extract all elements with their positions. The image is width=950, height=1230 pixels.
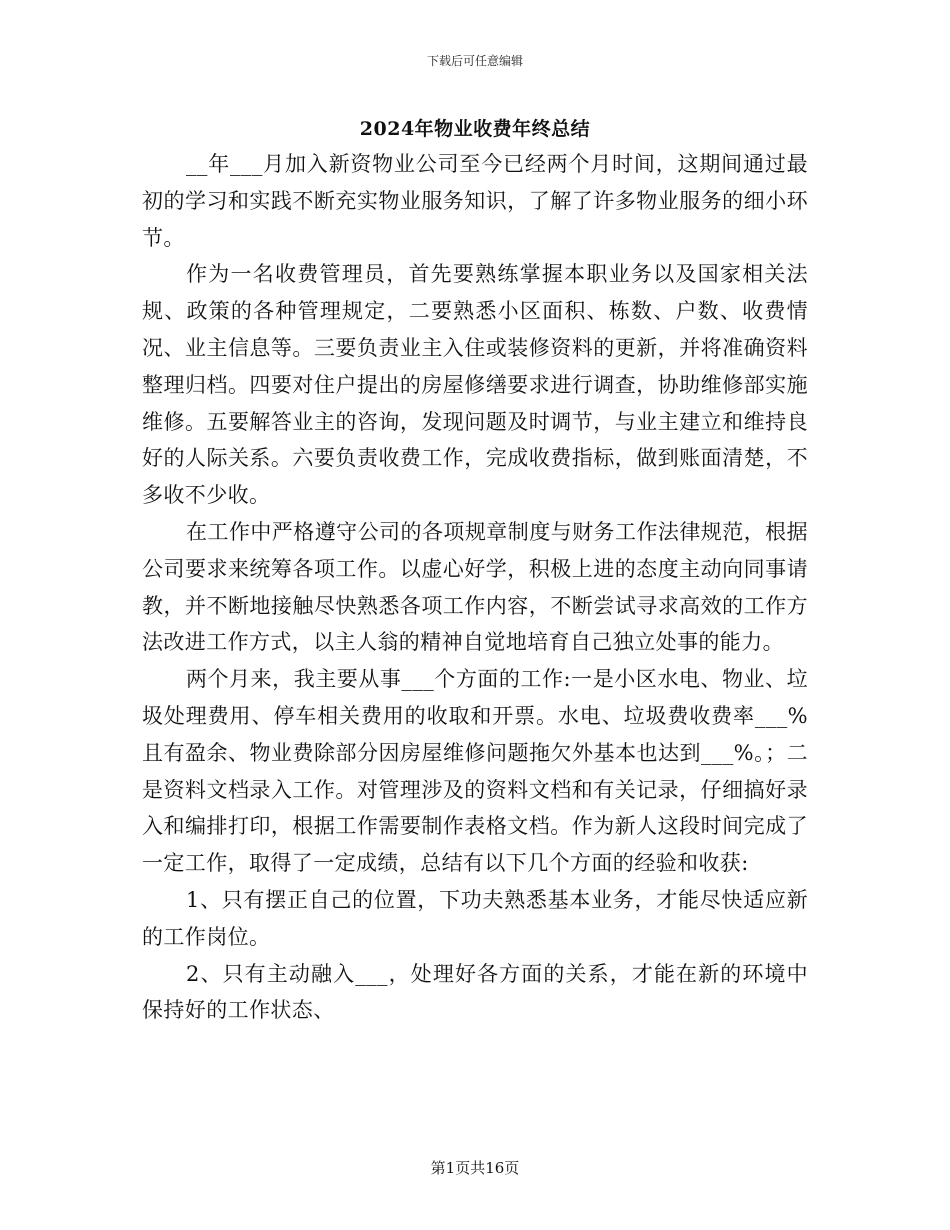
paragraph-duties: 作为一名收费管理员，首先要熟练掌握本职业务以及国家相关法规、政策的各种管理规定，二要熟悉小区面积、栋数、户数、收费情况、业主信息等。三要负责业主入住或装修资料的更新，并将准确资料整理归档。四要对住户提出的房屋修缮要求进行调查，协助维修部实施维修。五要解答业主的咨询，发现问题及时调节，与业主建立和维持良好的人际关系。六要负责收费工作，完成收费指标，做到账面清楚，不多收不少收。 [142,262,808,508]
page-header-note: 下载后可任意编辑 [426,54,523,68]
document-title: 2024年物业收费年终总结 [359,118,591,140]
paragraph-lesson-1: 1、只有摆正自己的位置，下功夫熟悉基本业务，才能尽快适应新的工作岗位。 [142,887,808,949]
paragraph-lesson-2: 2、只有主动融入___，处理好各方面的关系，才能在新的环境中保持好的工作状态、 [142,961,808,1023]
paragraph-work-summary: 两个月来，我主要从事___个方面的工作:一是小区水电、物业、垃圾处理费用、停车相关费用的收取和开票。水电、垃圾费收费率___%且有盈余、物业费除部分因房屋维修问题拖欠外基本也达到___%。；二是资料文档录入工作。对管理涉及的资料文档和有关记录，仔细搞好录入和编排打印，根据工作需要制作表格文档。作为新人这段时间完成了一定工作，取得了一定成绩，总结有以下几个方面的经验和收获: [142,667,808,876]
page-number: 第1页共16页 [430,1159,520,1177]
document-body [142,146,808,1029]
paragraph-work-attitude: 在工作中严格遵守公司的各项规章制度与财务工作法律规范，根据公司要求来统筹各项工作。以虚心好学，积极上进的态度主动向同事请教，并不断地接触尽快熟悉各项工作内容，不断尝试寻求高效的工作方法改进工作方式，以主人翁的精神自觉地培育自己独立处事的能力。 [142,519,808,655]
paragraph-intro: __年___月加入新资物业公司至今已经两个月时间，这期间通过最初的学习和实践不断充实物业服务知识，了解了许多物业服务的细小环节。 [142,152,808,250]
